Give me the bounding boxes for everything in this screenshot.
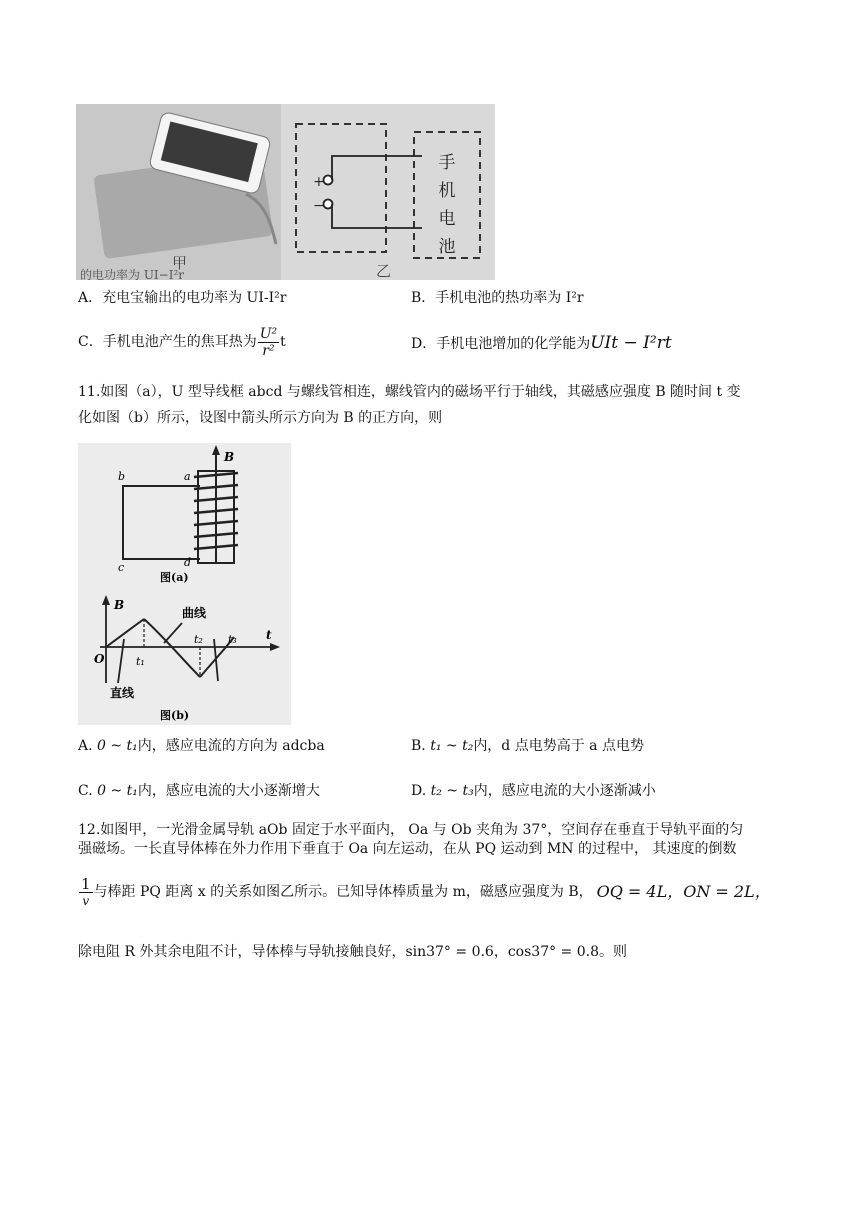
fig-b-label-t1: t₁ xyxy=(136,655,145,668)
q10-option-c-prefix: C．手机电池产生的焦耳热为 xyxy=(78,334,257,350)
q10-option-d-prefix: D．手机电池增加的化学能为 xyxy=(411,336,591,352)
q11-option-a-range: 0 ~ t₁ xyxy=(97,738,138,754)
q10-option-d-expr: UIt − I²rt xyxy=(590,333,672,353)
fig-b-line-segment xyxy=(106,619,144,647)
fig-b-line-pointer xyxy=(118,639,124,683)
power-source-box xyxy=(296,124,386,252)
fig-b-curve-segment xyxy=(144,619,200,677)
q11-option-b xyxy=(411,736,644,756)
q12-frac-den: v xyxy=(79,892,93,909)
fig-b-y-arrow xyxy=(102,595,110,605)
fig-b-label-O: O xyxy=(94,652,105,666)
q11-stem-line1: 11.如图（a），U 型导线框 abcd 与螺线管相连，螺线管内的磁场平行于轴线，其磁感应强度 B 随时间 t 变 xyxy=(78,384,741,400)
q12-inverse-v-fraction xyxy=(79,876,93,909)
fig-b-label-t: t xyxy=(266,628,272,642)
yi-label: 乙 xyxy=(376,262,392,280)
svg-text:机: 机 xyxy=(438,181,456,201)
q12-line3-eq: OQ = 4L，ON = 2L， xyxy=(596,882,771,901)
q12-stem-line4: 除电阻 R 外其余电阻不计，导体棒与导轨接触良好，sin37° = 0.6，cos37° = 0.8。则 xyxy=(78,944,627,960)
q11-option-b-range: t₁ ~ t₂ xyxy=(430,738,474,754)
q10-option-c xyxy=(78,322,286,362)
q10-figure-drawing xyxy=(76,104,495,280)
fig-a-caption: 图(a) xyxy=(160,571,189,584)
fig-b-caption: 图(b) xyxy=(160,709,190,722)
q11-option-d-text: 内，感应电流的大小逐渐减小 xyxy=(473,783,656,799)
plus-label: + xyxy=(313,174,325,190)
q11-option-a-letter: A. xyxy=(78,738,93,754)
wire-top xyxy=(332,156,422,180)
q11-option-c-text: 内，感应电流的大小逐渐增大 xyxy=(137,783,320,799)
q10-figure xyxy=(76,104,495,280)
fig-a-label-d: d xyxy=(184,556,192,569)
q10-option-c-num: U² xyxy=(259,325,278,342)
u-frame xyxy=(123,486,200,559)
fig-b-label-t2: t₂ xyxy=(194,633,203,646)
svg-text:池: 池 xyxy=(438,237,456,257)
fig-b-curve-pointer xyxy=(164,623,182,643)
q11-figure xyxy=(78,443,291,725)
q11-option-a-text: 内，感应电流的方向为 adcba xyxy=(137,738,325,754)
jia-label: 甲 xyxy=(172,254,188,272)
q10-option-d xyxy=(411,333,672,354)
fig-a-label-B: B xyxy=(224,450,235,464)
q11-option-c xyxy=(78,781,320,801)
fig-b-t-arrow xyxy=(270,643,280,651)
cut-off-text: 的电功率为 UI−I²r xyxy=(80,268,185,280)
fig-b-line-label: 直线 xyxy=(110,686,135,700)
minus-label: − xyxy=(313,198,325,214)
q10-option-c-suffix: t xyxy=(280,334,286,350)
q10-option-c-fraction xyxy=(258,326,279,359)
q11-option-b-text: 内，d 点电势高于 a 点电势 xyxy=(473,738,644,754)
svg-text:电: 电 xyxy=(438,209,456,229)
q11-option-d-letter: D. xyxy=(411,783,427,799)
q12-line3-text: 与棒距 PQ 距离 x 的关系如图乙所示。已知导体棒质量为 m，磁感应强度为 B， xyxy=(93,884,593,900)
q11-option-d-range: t₂ ~ t₃ xyxy=(430,783,474,799)
fig-b-label-t3: t₃ xyxy=(228,633,237,646)
q10-option-a: A．充电宝输出的电功率为 UI-I²r xyxy=(78,290,287,306)
q11-option-c-letter: C. xyxy=(78,783,93,799)
svg-text:手: 手 xyxy=(438,153,456,173)
q11-option-b-letter: B. xyxy=(411,738,426,754)
q11-option-c-range: 0 ~ t₁ xyxy=(97,783,138,799)
q11-stem-line2: 化如图（b）所示，设图中箭头所示方向为 B 的正方向，则 xyxy=(78,410,443,426)
q11-figure-drawing xyxy=(78,443,291,725)
q12-frac-num: 1 xyxy=(81,874,91,893)
b-arrow-icon xyxy=(212,445,220,455)
wire-bottom xyxy=(332,204,422,228)
q10-option-b: B．手机电池的热功率为 I²r xyxy=(411,290,584,306)
fig-b-curve-label: 曲线 xyxy=(182,606,207,620)
fig-a-label-c: c xyxy=(118,561,125,574)
fig-b-label-B: B xyxy=(114,598,125,612)
fig-a-label-b: b xyxy=(118,470,126,483)
q10-option-c-den: r² xyxy=(262,342,275,359)
fig-a-label-a: a xyxy=(184,470,191,483)
q12-stem-line1: 12.如图甲，一光滑金属导轨 aOb 固定于水平面内， Oa 与 Ob 夹角为 37°，空间存在垂直于导轨平面的匀 xyxy=(78,822,744,838)
q11-option-d xyxy=(411,781,656,801)
q12-stem-line3 xyxy=(78,872,771,912)
q11-option-a xyxy=(78,736,325,756)
q12-stem-line2: 强磁场。一长直导体棒在外力作用下垂直于 Oa 向左运动，在从 PQ 运动到 MN 的过程中， 其速度的倒数 xyxy=(78,841,737,857)
